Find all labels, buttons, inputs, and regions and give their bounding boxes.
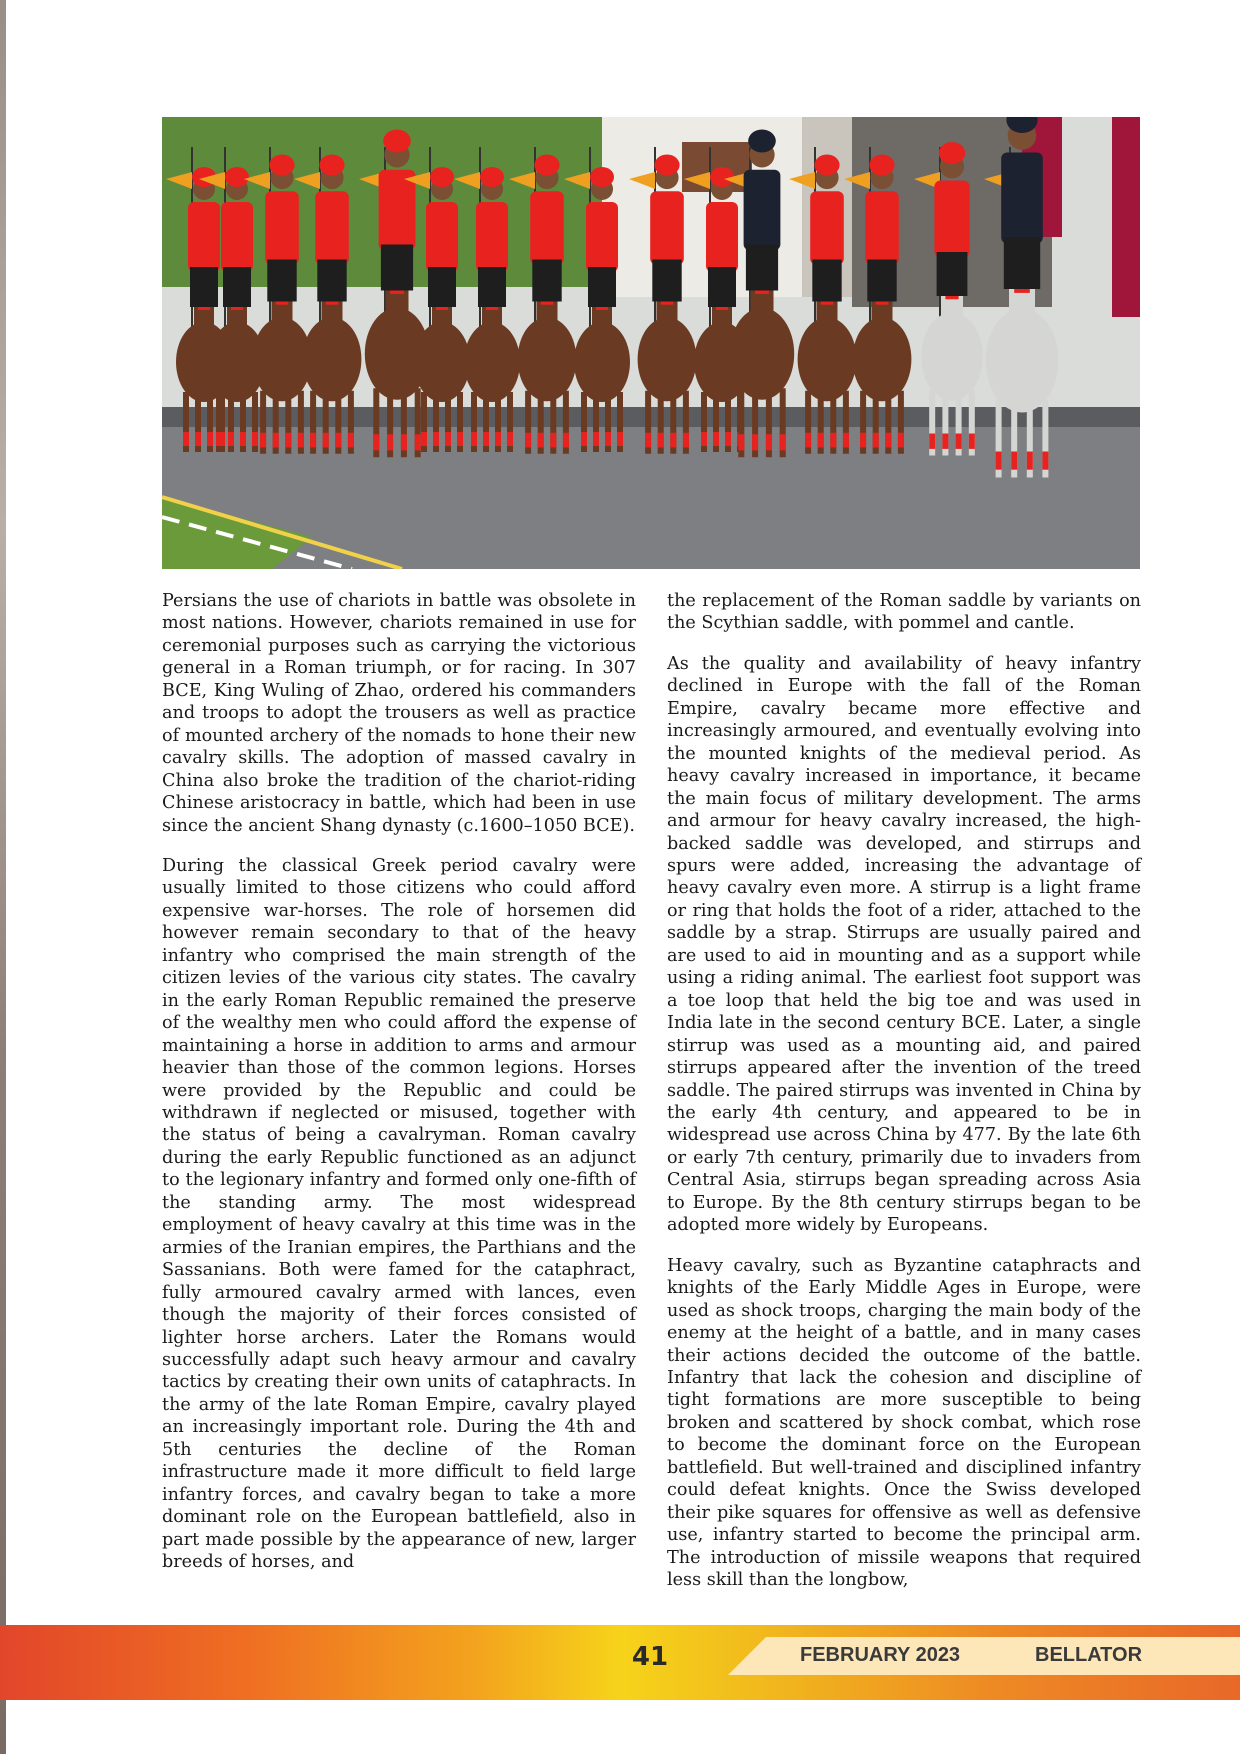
article-column-right [667,590,1141,1609]
paragraph: Persians the use of chariots in battle was obsolete in most nations. However, chariots remained in use for ceremonial purposes such as carrying the victorious general in a Roman triumph, or for racing. In 307 BCE, King Wuling of Zhao, ordered his commanders and troops to adopt the trousers as well as practice of mounted archery of the nomads to hone their new cavalry skills. The adoption of massed cavalry in China also broke the tradition of the chariot-riding Chinese aristocracy in battle, which had been in use since the ancient Shang dynasty (c.1600–1050 BCE). [162,591,636,836]
page-number: 41 [631,1642,669,1672]
paragraph: the replacement of the Roman saddle by variants on the Scythian saddle, with pommel and cantle. [667,591,1141,634]
magazine-name: BELLATOR [1035,1644,1143,1666]
cavalry-photo [162,117,1140,569]
paragraph: As the quality and availability of heavy infantry declined in Europe with the fall of the Roman Empire, cavalry became more effective and increasingly armoured, and eventually evolving into the mounted knights of the medieval period. As heavy cavalry increased in importance, it became the main focus of military development. The arms and armour for heavy cavalry increased, the high-backed saddle was developed, and stirrups and spurs were added, increasing the advantage of heavy cavalry even more. A stirrup is a light frame or ring that holds the foot of a rider, attached to the saddle by a strap. Stirrups are usually paired and are used to aid in mounting and as a support while using a riding animal. The earliest foot support was a toe loop that held the big toe and was used in India late in the second century BCE. Later, a single stirrup was used as a mounting aid, and paired stirrups appeared after the invention of the treed saddle. The paired stirrups was invented in China by the early 4th century, and appeared to be in widespread use across China by 477. By the late 6th or early 7th century, primarily due to invaders from Central Asia, stirrups began spreading across Asia to Europe. By the 8th century stirrups began to be adopted more widely by Europeans. [667,653,1141,1236]
issue-date: FEBRUARY 2023 [800,1644,961,1666]
paragraph: Heavy cavalry, such as Byzantine cataphracts and knights of the Early Middle Ages in Europe, were used as shock troops, charging the main body of the enemy at the height of a battle, and in many cases their actions decided the outcome of the battle. Infantry that lack the cohesion and discipline of tight formations are more susceptible to being broken and scattered by shock combat, which rose to become the dominant force on the European battlefield. But well-trained and disciplined infantry could defeat knights. Once the Swiss developed their pike squares for offensive as well as defensive use, infantry started to become the principal arm. The introduction of missile weapons that required less skill than the longbow, [667,1255,1141,1591]
paragraph: During the classical Greek period cavalry were usually limited to those citizens who could afford expensive war-horses. The role of horsemen did however remain secondary to that of the heavy infantry who comprised the main strength of the citizen levies of the various city states. The cavalry in the early Roman Republic remained the preserve of the wealthy men who could afford the expense of maintaining a horse in addition to arms and armour heavier than those of the common legions. Horses were provided by the Republic and could be withdrawn if neglected or misused, together with the status of being a cavalryman. Roman cavalry during the early Republic functioned as an adjunct to the legionary infantry and formed only one-fifth of the standing army. The most widespread employment of heavy cavalry at this time was in the armies of the Iranian empires, the Parthians and the Sassanians. Both were famed for the cataphract, fully armoured cavalry armed with lances, even though the majority of their forces consisted of lighter horse archers. Later the Romans would successfully adapt such heavy armour and cavalry tactics by creating their own units of cataphracts. In the army of the late Roman Empire, cavalry played an increasingly important role. During the 4th and 5th centuries the decline of the Roman infrastructure made it more difficult to field large infantry forces, and cavalry began to take a more dominant role on the European battlefield, also in part made possible by the appearance of new, larger breeds of horses, and [162,855,636,1573]
article-column-left [162,590,636,1591]
page-edge-shadow [0,0,6,1754]
